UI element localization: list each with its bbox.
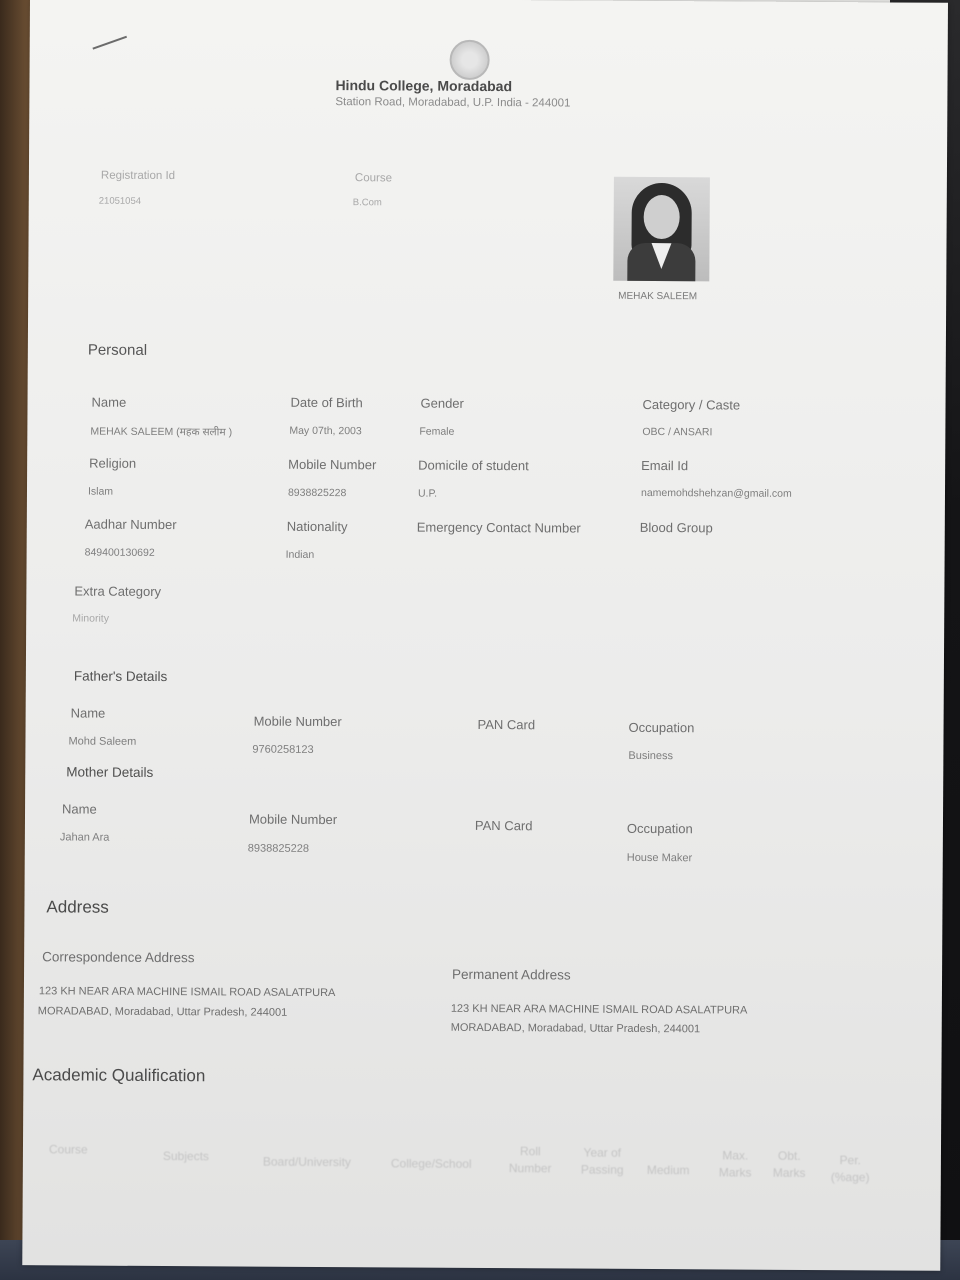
aadhar-label: Aadhar Number bbox=[84, 516, 177, 533]
religion-label: Religion bbox=[89, 455, 137, 471]
registration-id-label: Registration Id bbox=[100, 169, 176, 183]
address-section-title: Address bbox=[46, 897, 109, 917]
college-address: Station Road, Moradabad, U.P. India - 244001 bbox=[335, 96, 571, 110]
email-value: namemohdshehzan@gmail.com bbox=[640, 486, 792, 500]
student-photo bbox=[613, 177, 710, 282]
personal-section-title: Personal bbox=[87, 341, 148, 359]
blood-group-label: Blood Group bbox=[639, 519, 713, 536]
nationality-label: Nationality bbox=[286, 518, 348, 535]
col-course: Course bbox=[48, 1142, 88, 1157]
extra-category-label: Extra Category bbox=[74, 583, 162, 600]
email-label: Email Id bbox=[641, 457, 689, 474]
academic-section-title: Academic Qualification bbox=[32, 1065, 206, 1086]
col-board-university: Board/University bbox=[262, 1154, 351, 1170]
father-mobile-value: 9760258123 bbox=[252, 743, 314, 756]
col-roll-number: Roll Number bbox=[508, 1144, 552, 1176]
college-name: Hindu College, Moradabad bbox=[335, 77, 513, 95]
name-label: Name bbox=[91, 394, 127, 410]
course-label: Course bbox=[354, 172, 393, 185]
father-mobile-label: Mobile Number bbox=[253, 713, 342, 730]
col-year-of-passing: Year of Passing bbox=[580, 1145, 624, 1177]
permanent-address-line1: 123 KH NEAR ARA MACHINE ISMAIL ROAD ASALATPURA bbox=[450, 1002, 748, 1017]
nationality-value: Indian bbox=[285, 548, 315, 561]
religion-value: Islam bbox=[87, 485, 114, 498]
mother-name-value: Jahan Ara bbox=[59, 831, 110, 844]
father-occupation-label: Occupation bbox=[628, 719, 695, 736]
correspondence-address-line1: 123 KH NEAR ARA MACHINE ISMAIL ROAD ASALATPURA bbox=[38, 985, 336, 1000]
extra-category-value: Minority bbox=[72, 612, 110, 625]
mother-mobile-label: Mobile Number bbox=[248, 811, 338, 828]
pencil-mark bbox=[92, 36, 127, 50]
category-label: Category / Caste bbox=[642, 396, 741, 413]
father-name-value: Mohd Saleem bbox=[68, 735, 137, 748]
mother-mobile-value: 8938825228 bbox=[247, 842, 310, 855]
col-max-marks: Max. Marks bbox=[718, 1148, 752, 1180]
domicile-value: U.P. bbox=[417, 487, 438, 500]
father-name-label: Name bbox=[70, 705, 106, 721]
father-section-title: Father's Details bbox=[73, 668, 168, 685]
col-subjects: Subjects bbox=[162, 1149, 210, 1164]
photo-caption: MEHAK SALEEM bbox=[618, 290, 698, 303]
category-value: OBC / ANSARI bbox=[642, 425, 713, 439]
mother-pan-label: PAN Card bbox=[474, 817, 533, 834]
mother-occupation-label: Occupation bbox=[626, 820, 693, 837]
domicile-label: Domicile of student bbox=[418, 457, 529, 474]
registration-form-sheet bbox=[22, 0, 948, 1271]
aadhar-value: 849400130692 bbox=[84, 546, 155, 559]
emergency-contact-label: Emergency Contact Number bbox=[416, 519, 581, 536]
mother-section-title: Mother Details bbox=[66, 764, 154, 780]
registration-id-value: 21051054 bbox=[98, 195, 142, 207]
mother-occupation-value: House Maker bbox=[626, 851, 693, 865]
dob-label: Date of Birth bbox=[290, 394, 363, 411]
college-logo-icon bbox=[450, 40, 490, 80]
mobile-label: Mobile Number bbox=[288, 456, 377, 473]
permanent-address-line2: MORADABAD, Moradabad, Uttar Pradesh, 244001 bbox=[450, 1021, 701, 1036]
permanent-address-label: Permanent Address bbox=[452, 966, 571, 983]
father-pan-label: PAN Card bbox=[477, 716, 536, 733]
dob-value: May 07th, 2003 bbox=[289, 424, 362, 438]
mother-name-label: Name bbox=[62, 801, 97, 817]
name-value: MEHAK SALEEM (महक सलीम ) bbox=[90, 425, 233, 439]
course-value: B.Com bbox=[352, 197, 382, 209]
mobile-value: 8938825228 bbox=[287, 486, 347, 500]
col-medium: Medium bbox=[646, 1162, 690, 1178]
col-obt-marks: Obt. Marks bbox=[772, 1148, 806, 1180]
col-percentage: Per. (%age) bbox=[830, 1153, 870, 1185]
col-college-school: College/School bbox=[390, 1156, 472, 1171]
gender-label: Gender bbox=[420, 395, 464, 411]
father-occupation-value: Business bbox=[628, 749, 674, 763]
correspondence-address-label: Correspondence Address bbox=[42, 949, 195, 966]
gender-value: Female bbox=[419, 425, 455, 438]
correspondence-address-line2: MORADABAD, Moradabad, Uttar Pradesh, 244001 bbox=[37, 1005, 288, 1019]
